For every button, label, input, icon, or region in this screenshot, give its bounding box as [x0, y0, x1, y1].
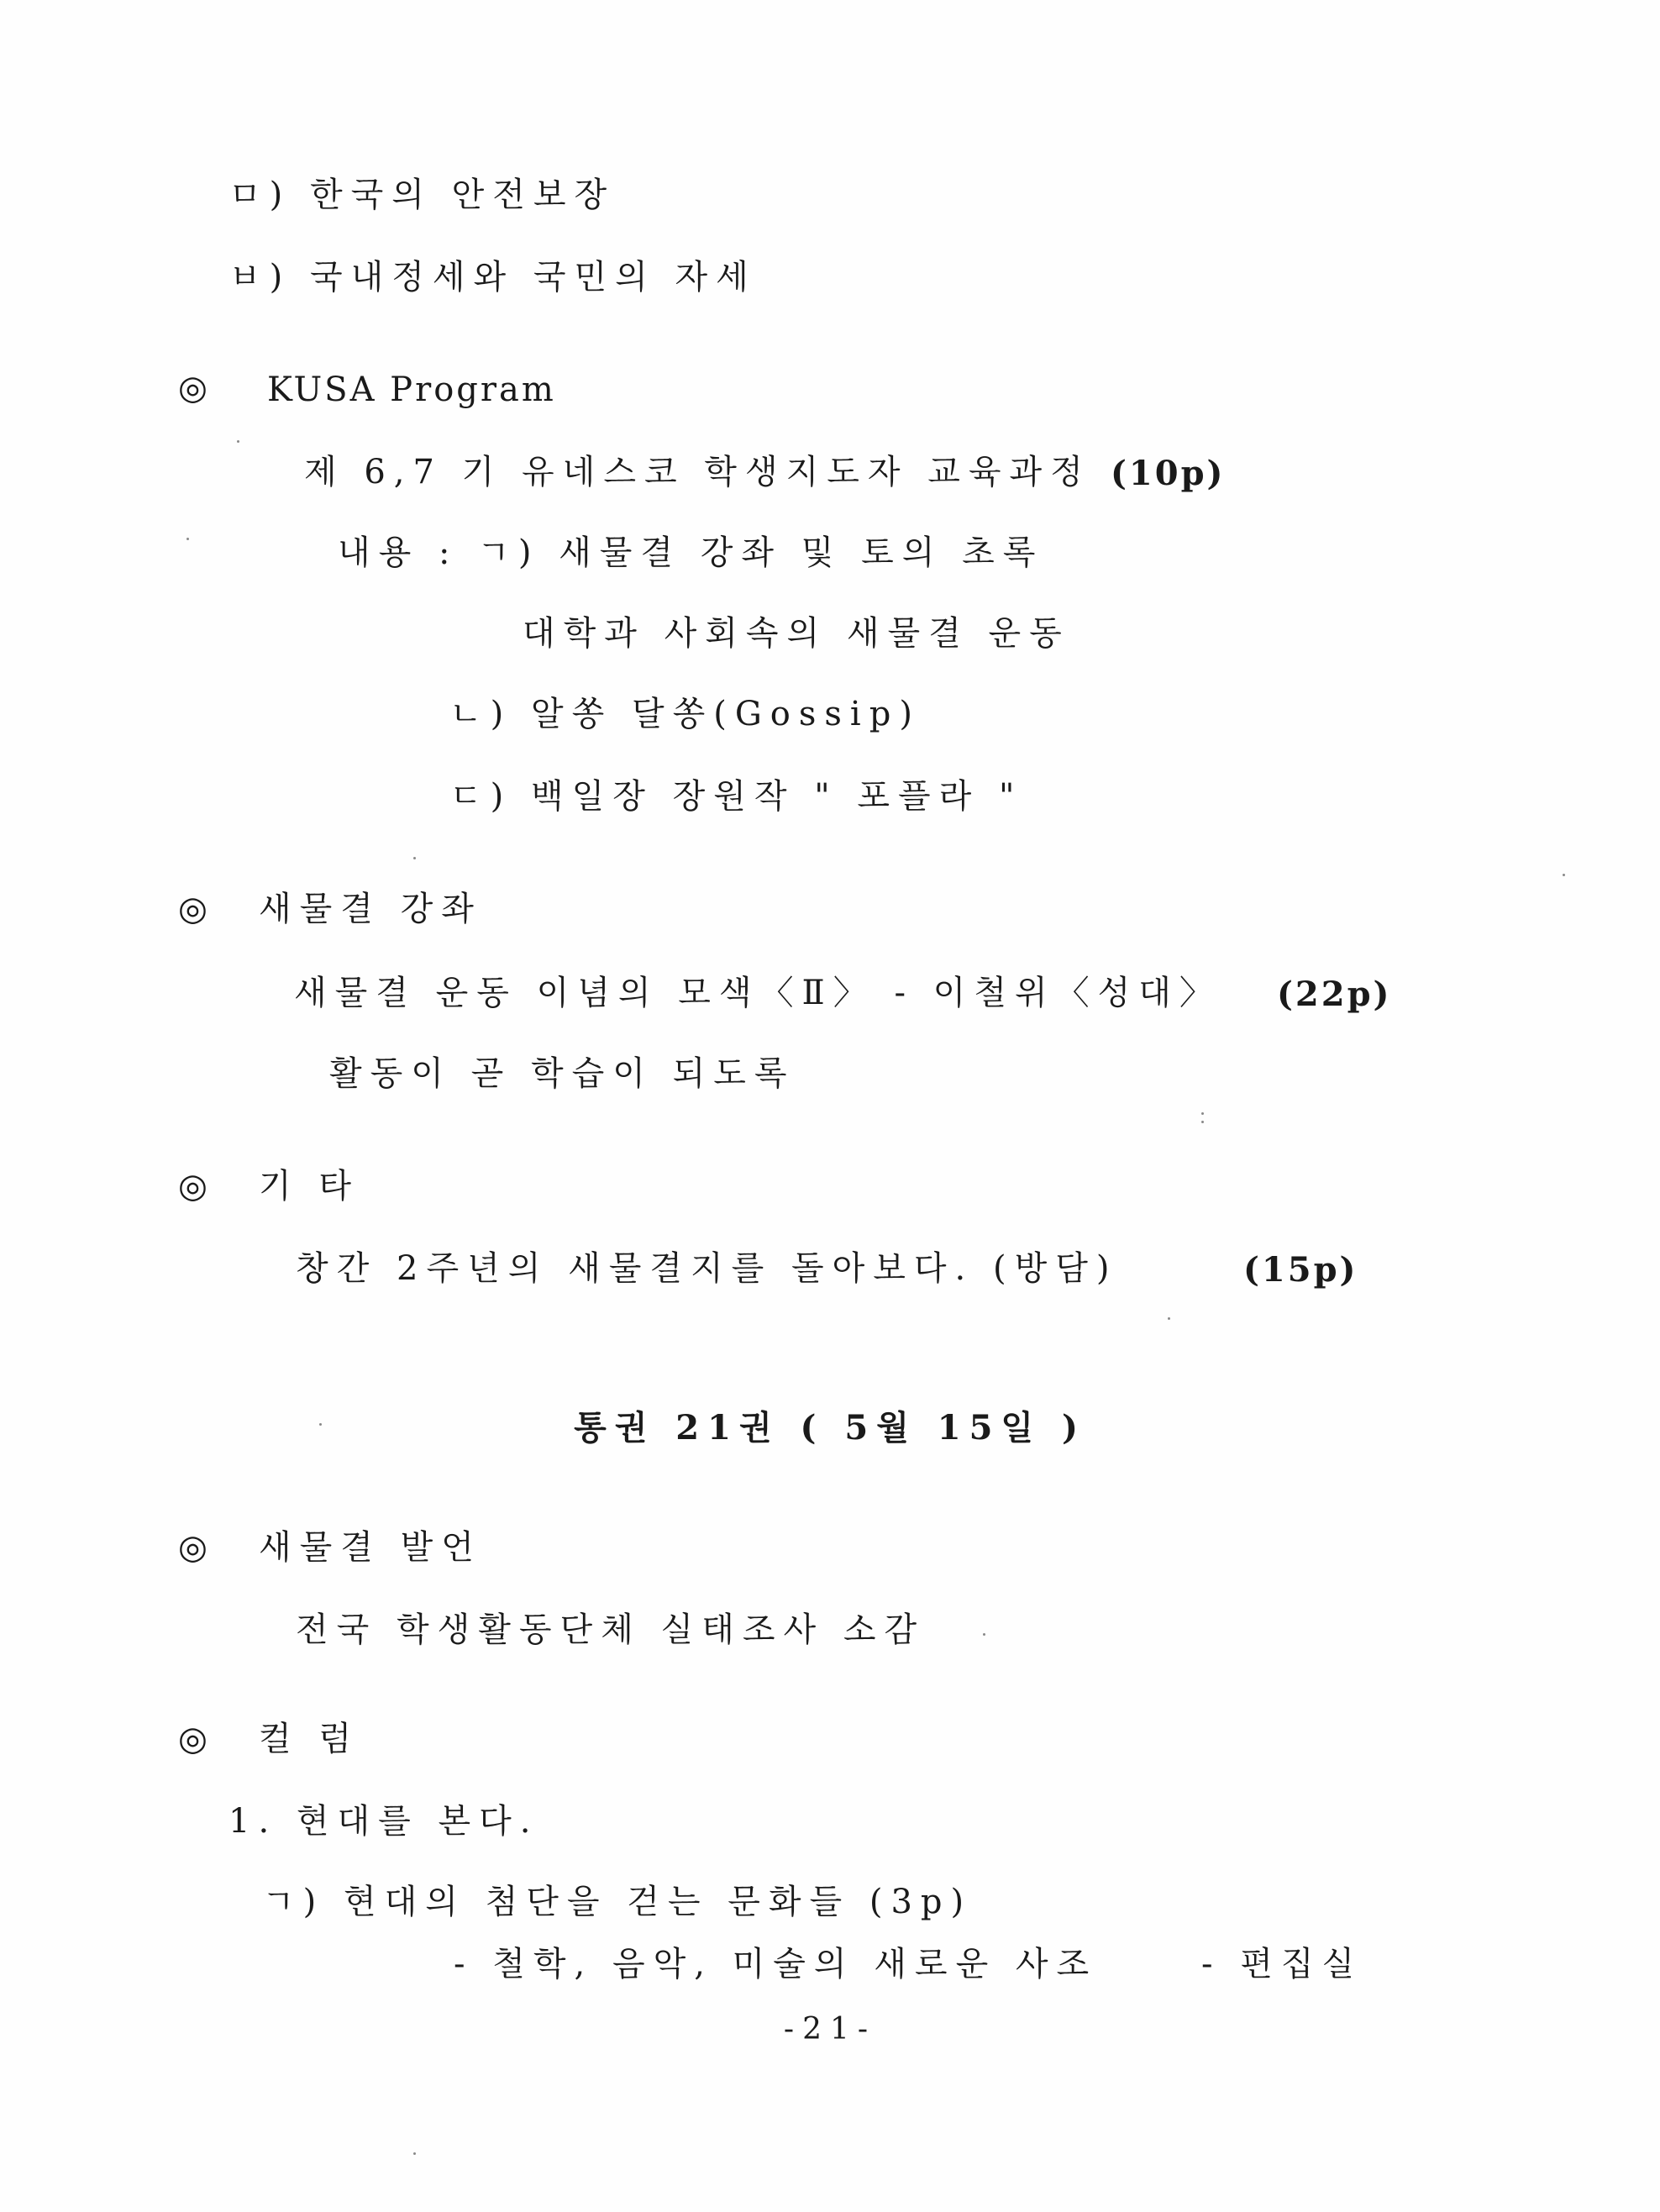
section-title-misc: 기 타	[259, 1167, 360, 1206]
item-unesco-course: 제 6,7 기 유네스코 학생지도자 교육과정	[304, 453, 1091, 491]
section-title-column: 컬 럼	[259, 1720, 360, 1758]
scan-speck	[413, 857, 416, 859]
scan-speck	[1201, 1112, 1204, 1115]
section-title-lecture: 새물결 강좌	[259, 890, 482, 928]
issue-heading: 통권 21권 ( 5월 15일 )	[574, 1408, 1086, 1448]
item-national-security: ㅁ) 한국의 안전보장	[229, 176, 616, 214]
section-marker-lecture: ◎	[178, 890, 216, 928]
page-ref-10p: (10p)	[1111, 454, 1226, 493]
item-university-society: 대학과 사회속의 새물결 운동	[523, 614, 1070, 653]
item-new-trends: - 철학, 음악, 미술의 새로운 사조	[454, 1945, 1098, 1983]
section-title-statement: 새물결 발언	[259, 1528, 482, 1567]
item-cutting-edge-culture: ㄱ) 현대의 첨단을 걷는 문화들 (3p)	[262, 1883, 973, 1921]
item-contents-seminar: 내용 : ㄱ) 새물결 강좌 및 토의 초록	[338, 533, 1044, 572]
page-ref-15p: (15p)	[1243, 1250, 1358, 1290]
page-number: -21-	[783, 2012, 877, 2046]
scan-speck	[983, 1633, 985, 1636]
section-title-kusa: KUSA Program	[267, 370, 556, 409]
item-poplar: ㄷ) 백일장 장원작 " 포플라 "	[449, 777, 1023, 816]
section-marker-kusa: ◎	[178, 369, 216, 407]
page-ref-22p: (22p)	[1277, 975, 1392, 1014]
scan-speck	[1201, 1121, 1204, 1123]
item-domestic-situation: ㅂ) 국내정세와 국민의 자세	[229, 258, 757, 297]
section-marker-column: ◎	[178, 1720, 216, 1758]
item-survey-impression: 전국 학생활동단체 실태조사 소감	[296, 1610, 926, 1649]
scan-speck	[1563, 874, 1565, 876]
item-see-modern: 1. 현대를 본다.	[229, 1802, 539, 1841]
section-marker-statement: ◎	[178, 1528, 216, 1567]
scan-speck	[319, 1423, 322, 1426]
scan-speck	[237, 440, 239, 443]
item-anniversary-review: 창간 2주년의 새물결지를 돌아보다. (방담)	[296, 1249, 1118, 1288]
scan-speck	[186, 538, 189, 540]
scan-speck	[1168, 1317, 1170, 1320]
item-editorial-author: - 편집실	[1201, 1945, 1363, 1983]
scan-speck	[413, 2152, 416, 2155]
item-activity-learning: 활동이 곧 학습이 되도록	[329, 1054, 796, 1093]
item-movement-ideology: 새물결 운동 이념의 모색〈Ⅱ〉 - 이철위〈성대〉	[294, 974, 1221, 1012]
item-gossip: ㄴ) 알쏭 달쏭(Gossip)	[449, 695, 921, 733]
section-marker-misc: ◎	[178, 1167, 216, 1206]
